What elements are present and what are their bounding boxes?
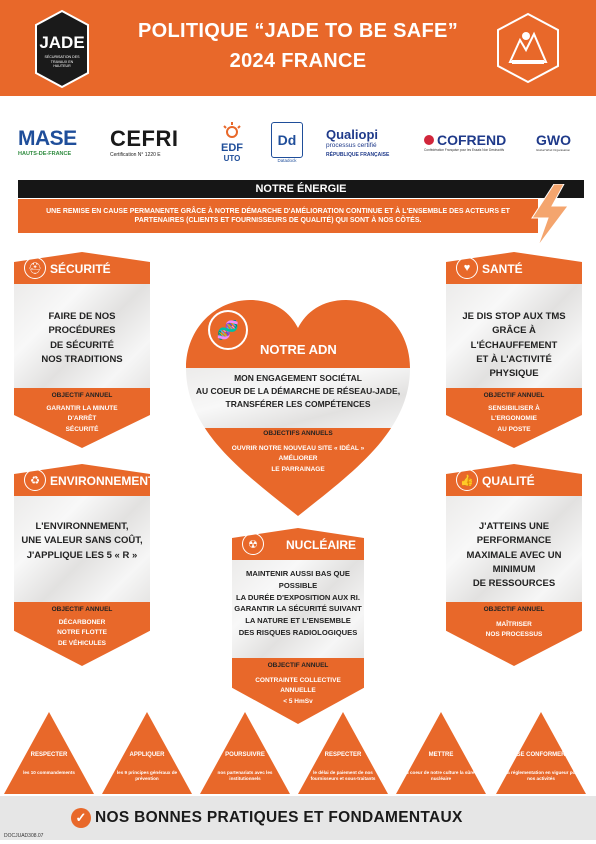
securite-title: SÉCURITÉ <box>50 262 111 276</box>
cofrend-name: COFREND <box>437 132 507 148</box>
environnement-objective-line: DE VÉHICULES <box>57 639 107 647</box>
securite-section <box>14 252 150 448</box>
securite-objective-line: SÉCURITÉ <box>65 425 99 433</box>
adn-objective-line: OUVRIR NOTRE NOUVEAU SITE « IDÉAL » <box>231 445 365 452</box>
securite-body <box>20 310 144 367</box>
recycle-icon: ♻ <box>24 469 46 491</box>
lightning-icon <box>524 184 574 246</box>
practice-desc: au coeur de notre culture la sûreté nucléaire <box>403 770 479 781</box>
qualite-objective <box>446 620 582 641</box>
securite-objective-line: D'ARRÊT <box>67 415 97 423</box>
nucleaire-objective-label: OBJECTIF ANNUEL <box>267 662 329 669</box>
nucleaire-body-line: LA DURÉE D'EXPOSITION AUX RI. <box>235 592 361 602</box>
practice-head: RESPECTER <box>324 752 362 758</box>
environnement-objective-line: NOTRE FLOTTE <box>57 629 107 637</box>
practice-item <box>4 712 94 794</box>
sante-objective-label: OBJECTIF ANNUEL <box>483 392 545 399</box>
cefri-name: CEFRI <box>110 126 179 151</box>
qualite-body-line: DE RESSOURCES <box>472 578 556 589</box>
practice-item <box>200 712 290 794</box>
dna-icon: 🧬 <box>208 310 248 350</box>
adn-body-line: TRANSFÉRER LES COMPÉTENCES <box>225 398 371 409</box>
gwo-sub: Global Wind Organisation <box>536 148 571 152</box>
environnement-objective-line: DÉCARBONER <box>58 619 106 626</box>
sante-objective-line: AU POSTE <box>497 425 531 433</box>
qualiopi-sub: processus certifié <box>326 141 377 149</box>
mase-name: MASE <box>18 127 77 150</box>
practice-desc: nos partenariats avec les institutionnels <box>217 770 273 781</box>
adn-objective-line: LE PARRAINAGE <box>271 465 325 473</box>
adn-objective <box>180 444 416 475</box>
adn-section <box>180 290 416 520</box>
practice-item <box>102 712 192 794</box>
edf-sub: UTO <box>223 153 241 163</box>
nuclear-plant-icon: ☢ <box>242 533 264 555</box>
check-circle-icon: ✓ <box>71 808 91 828</box>
practice-item <box>298 712 388 794</box>
document-code: DOCJUAD308.07 <box>4 833 44 839</box>
securite-body-line: NOS TRADITIONS <box>41 353 123 365</box>
adn-body-line: AU COEUR DE LA DÉMARCHE DE RÉSEAU-JADE, <box>195 385 401 396</box>
cofrend-icon <box>424 135 434 145</box>
adn-objective-label: OBJECTIFS ANNUELS <box>263 430 333 437</box>
practice-head: RESPECTER <box>30 752 68 758</box>
nucleaire-body-line: DES RISQUES RADIOLOGIQUES <box>238 627 358 637</box>
practice-desc: à la réglementation en vigueur pour nos activités <box>502 770 580 781</box>
page-subtitle: 2024 FRANCE <box>229 50 367 72</box>
cefri-sub: Certification N° 1220 E <box>110 152 161 158</box>
practice-head: POURSUIVRE <box>225 752 265 758</box>
environnement-title: ENVIRONNEMENT <box>50 474 156 488</box>
energy-text: UNE REMISE EN CAUSE PERMANENTE GRÂCE À NOTRE DÉMARCHE D'AMÉLIORATION CONTINUE ET À L'ENSEMBLE DES ACTEURS ET PARTENAIRES (CLIENTS ET FOURNISSEURS DE QUALITÉ) QUI SONT À NOS CÔTÉS. <box>18 199 538 233</box>
cofrend-sub: Confédération Française pour les Essais Non Destructifs <box>424 148 505 152</box>
qualiopi-logo <box>326 112 416 172</box>
cefri-logo <box>110 112 194 172</box>
qualite-body-line: J'ATTEINS UNE PERFORMANCE <box>476 521 552 547</box>
sante-body <box>452 310 576 381</box>
workers-hexagon-icon <box>496 12 560 84</box>
securite-objective-label: OBJECTIF ANNUEL <box>51 392 113 399</box>
adn-objective-line: AMÉLIORER <box>278 455 318 463</box>
nucleaire-body-line: GARANTIR LA SÉCURITÉ SUIVANT <box>234 604 362 614</box>
sante-body-line: ET À L'ACTIVITÉ PHYSIQUE <box>476 353 552 379</box>
sante-objective-line: L'ERGONOMIE <box>491 415 537 423</box>
sante-title: SANTÉ <box>482 262 523 276</box>
adn-body <box>180 372 416 410</box>
partner-logos <box>0 112 596 172</box>
sante-body-line: GRÂCE À L'ÉCHAUFFEMENT <box>470 325 558 351</box>
environnement-body-line: UNE VALEUR SANS COÛT, <box>21 535 143 547</box>
cofrend-logo <box>424 112 524 172</box>
datadock-icon: Dd <box>271 122 303 158</box>
adn-title: NOTRE ADN <box>260 342 337 357</box>
qualite-body-line: MAXIMALE AVEC UN MINIMUM <box>466 549 562 575</box>
adn-body-line: MON ENGAGEMENT SOCIÉTAL <box>234 373 362 383</box>
datadock-logo <box>266 112 308 172</box>
logo-subtitle: SÉCURISATION DES TRAVAUX EN HAUTEUR <box>44 55 80 69</box>
energy-heading: NOTRE ÉNERGIE <box>18 180 584 198</box>
environnement-objective-label: OBJECTIF ANNUEL <box>51 606 113 613</box>
nucleaire-body-line: LA NATURE ET L'ENSEMBLE <box>245 616 351 626</box>
qualite-objective-line: NOS PROCESSUS <box>485 631 543 639</box>
qualite-title: QUALITÉ <box>482 474 535 488</box>
practice-head: APPLIQUER <box>129 752 165 758</box>
nucleaire-objective <box>232 676 364 707</box>
page-title: POLITIQUE “JADE TO BE SAFE” <box>138 20 458 42</box>
securite-objective <box>14 404 150 435</box>
edf-sun-icon <box>221 122 243 142</box>
practice-desc: les 10 commandements <box>23 770 75 775</box>
thumbs-up-icon: 👍 <box>456 469 478 491</box>
qualite-section <box>446 464 582 666</box>
sante-body-line: JE DIS STOP AUX TMS <box>462 311 566 322</box>
sante-objective-line: SENSIBILISER À <box>488 405 540 412</box>
edf-logo <box>212 112 252 172</box>
qualiopi-republic: RÉPUBLIQUE FRANÇAISE <box>326 151 390 158</box>
securite-body-line: FAIRE DE NOS PROCÉDURES <box>48 311 116 337</box>
practice-item <box>496 712 586 794</box>
practice-head: SE CONFORMER <box>516 752 566 758</box>
environnement-section <box>14 464 156 666</box>
qualite-objective-line: MAÎTRISER <box>496 621 532 628</box>
qualite-body <box>452 520 576 591</box>
datadock-name: Datadock <box>277 157 297 163</box>
environnement-body-line: L'ENVIRONNEMENT, <box>35 521 129 532</box>
securite-objective-line: GARANTIR LA MINUTE <box>46 405 118 412</box>
sante-section <box>446 252 582 448</box>
edf-name: EDF <box>221 141 243 154</box>
jade-logo <box>34 9 90 89</box>
heart-pulse-icon: ♥ <box>456 257 478 279</box>
gwo-name: GWO <box>536 132 571 148</box>
nucleaire-body <box>234 568 362 639</box>
mase-logo <box>18 112 98 172</box>
nucleaire-objective-line: CONTRAINTE COLLECTIVE <box>255 677 341 684</box>
nucleaire-section <box>232 528 364 724</box>
environnement-body <box>20 520 144 563</box>
logo-text: JADE <box>39 33 85 52</box>
environnement-objective <box>14 618 150 649</box>
mase-sub: HAUTS-DE-FRANCE <box>18 151 72 157</box>
helmet-icon: ⛑ <box>24 257 46 279</box>
nucleaire-title: NUCLÉAIRE <box>286 538 357 552</box>
nucleaire-objective-line: < 5 HmSv <box>283 697 313 705</box>
nucleaire-objective-line: ANNUELLE <box>280 687 316 695</box>
securite-body-line: DE SÉCURITÉ <box>50 339 114 351</box>
practice-head: METTRE <box>428 752 454 758</box>
practice-desc: les 9 principes généraux de prévention <box>116 770 178 781</box>
qualiopi-name: Qualiopi <box>326 126 378 142</box>
practice-item <box>396 712 486 794</box>
environnement-body-line: J'APPLIQUE LES 5 « R » <box>26 549 138 561</box>
practice-desc: le délai de paiement de nos fournisseurs et sous-traitants <box>310 770 376 781</box>
nucleaire-body-line: MAINTENIR AUSSI BAS QUE POSSIBLE <box>246 569 350 590</box>
sante-objective <box>446 404 582 435</box>
qualite-objective-label: OBJECTIF ANNUEL <box>483 606 545 613</box>
gwo-logo <box>536 112 588 172</box>
footer-title: NOS BONNES PRATIQUES ET FONDAMENTAUX <box>95 809 463 826</box>
